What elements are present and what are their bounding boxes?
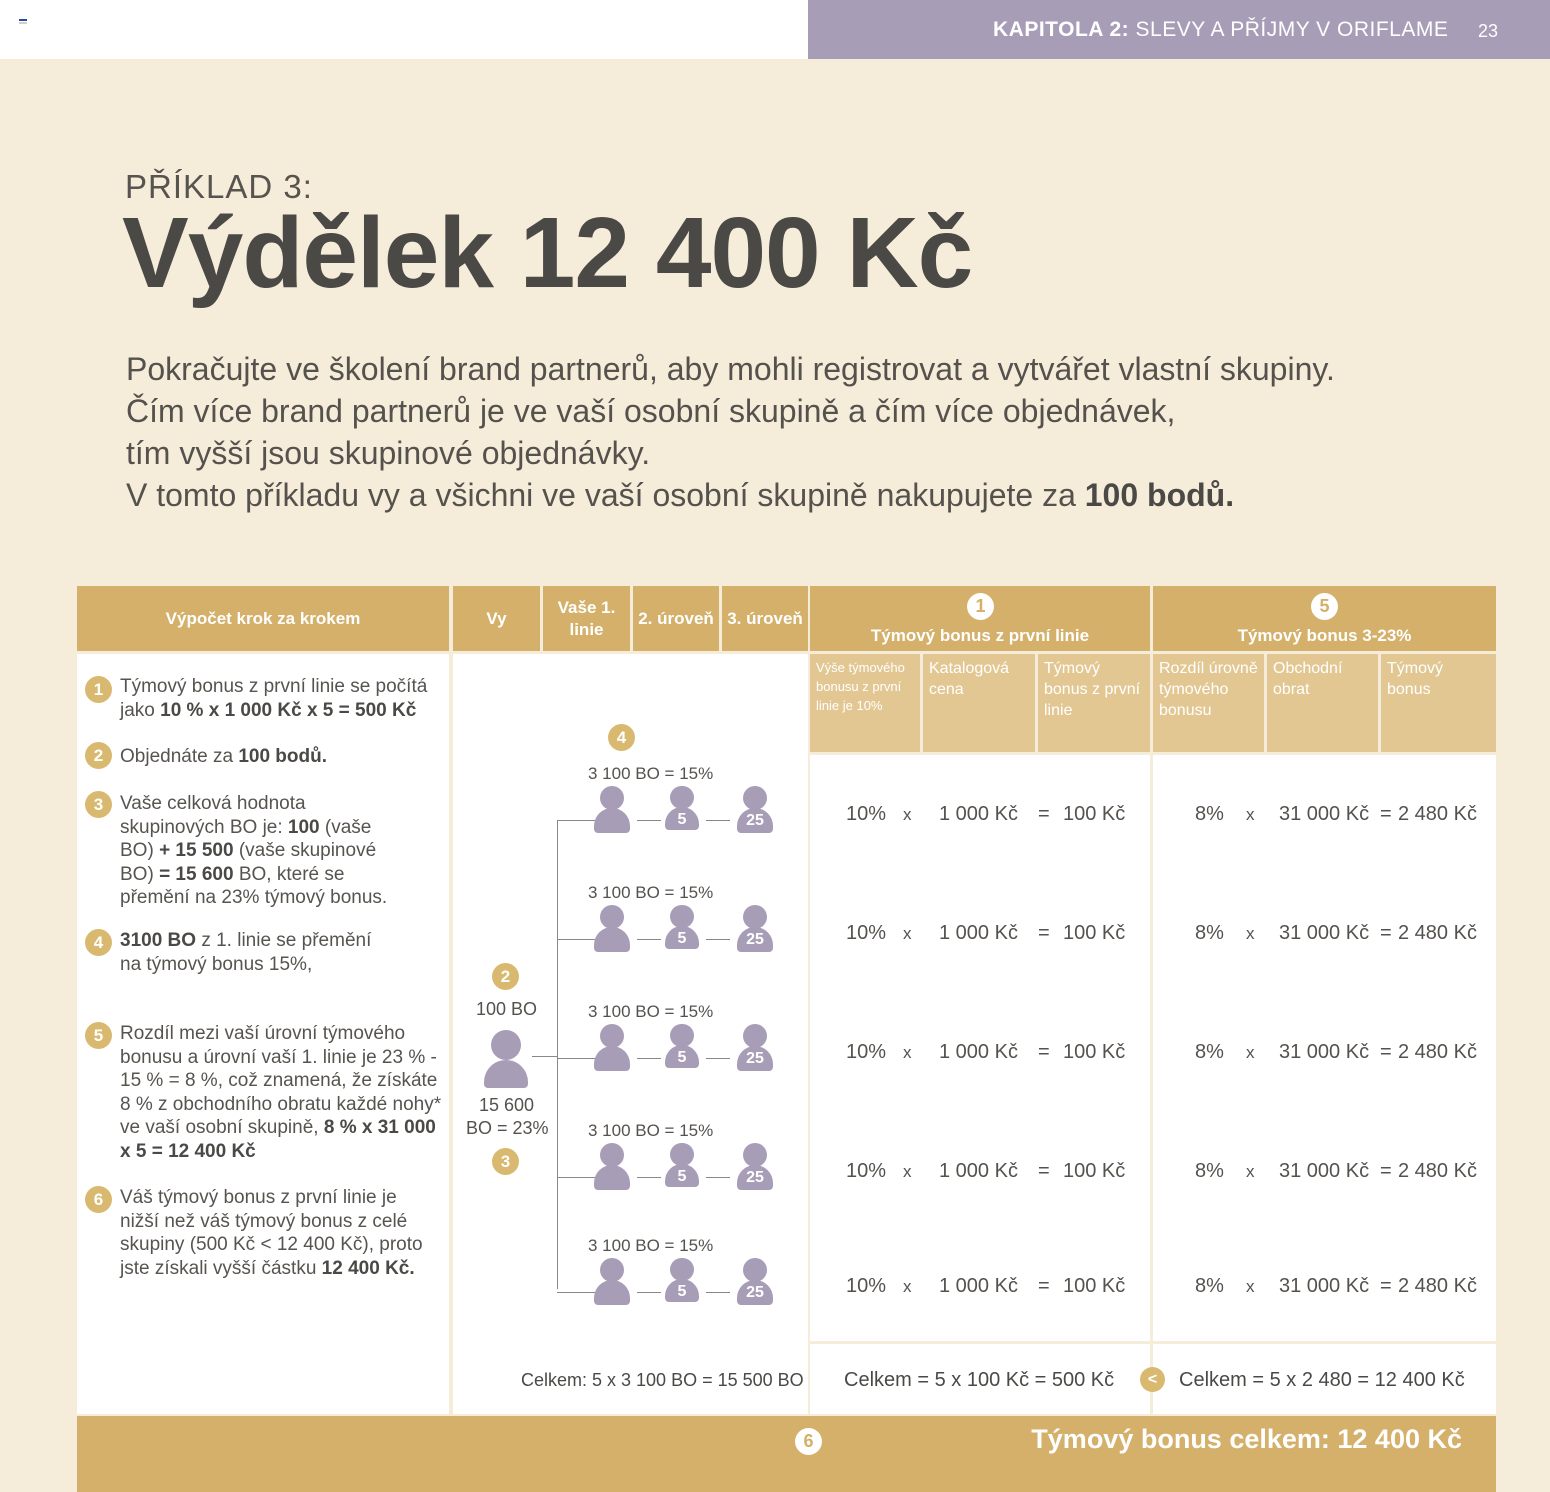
- equals-sign: =: [1038, 1041, 1050, 1063]
- team-bonus-total: Celkem = 5 x 2 480 = 12 400 Kč: [1179, 1369, 1465, 1391]
- line-member-bo-label: 3 100 BO = 15%: [588, 764, 714, 783]
- calculation-row: [0, 803, 1550, 829]
- subheader-rate-first-line: Výše týmového bonusu z první linie je 10%: [810, 654, 920, 752]
- col-header-level2: 2. úroveň: [633, 586, 719, 651]
- col-header-line1: Vaše 1. linie: [543, 586, 630, 651]
- multiply-sign: x: [903, 805, 912, 824]
- multiply-sign: x: [1246, 1277, 1255, 1296]
- step-number-badge: 6: [85, 1186, 112, 1213]
- chapter-header: [808, 0, 1550, 59]
- calculation-row: [0, 1041, 1550, 1067]
- step-number-badge: 4: [85, 929, 112, 956]
- multiply-sign: x: [1246, 1043, 1255, 1062]
- col-header-steps: Výpočet krok za krokem: [77, 586, 449, 651]
- group-total-label: 15 600: [479, 1095, 535, 1115]
- catalog-price: 1 000 Kč: [939, 1041, 1018, 1063]
- level-difference-rate: 8%: [1195, 1041, 1224, 1063]
- equals-sign: =: [1038, 1275, 1050, 1297]
- first-line-bonus-value: 100 Kč: [1063, 1041, 1126, 1063]
- grand-total: Týmový bonus celkem: 12 400 Kč: [1031, 1424, 1462, 1454]
- first-line-total: Celkem = 5 x 100 Kč = 500 Kč: [844, 1369, 1115, 1391]
- intro-line: Pokračujte ve školení brand partnerů, aby mohli registrovat a vytvářet vlastní skupiny.: [126, 351, 1335, 387]
- business-turnover-value: 31 000 Kč: [1279, 922, 1370, 944]
- catalog-price: 1 000 Kč: [939, 1160, 1018, 1182]
- level-difference-rate: 8%: [1195, 922, 1224, 944]
- equals-sign: =: [1380, 1160, 1392, 1182]
- level-difference-rate: 8%: [1195, 1275, 1224, 1297]
- equals-sign: =: [1038, 922, 1050, 944]
- calculation-row: [0, 1275, 1550, 1301]
- equals-sign: =: [1380, 922, 1392, 944]
- level-difference-rate: 8%: [1195, 1160, 1224, 1182]
- step-number-badge: 3: [492, 1148, 519, 1175]
- your-bo-label: 100 BO: [476, 999, 538, 1019]
- first-line-bonus-value: 100 Kč: [1063, 803, 1126, 825]
- person-count-label: 5: [677, 1168, 687, 1186]
- multiply-sign: x: [1246, 1162, 1255, 1181]
- multiply-sign: x: [1246, 805, 1255, 824]
- person-count-label: 5: [677, 1283, 687, 1301]
- step-number-badge: 1: [967, 593, 994, 620]
- catalog-price: 1 000 Kč: [939, 1275, 1018, 1297]
- subheader-level-difference: Rozdíl úrovně týmového bonusu: [1153, 654, 1264, 752]
- line-member-bo-label: 3 100 BO = 15%: [588, 883, 714, 902]
- level-difference-rate: 8%: [1195, 803, 1224, 825]
- step-number-badge: 2: [492, 963, 519, 990]
- group-header-team-bonus: [1153, 586, 1496, 651]
- equals-sign: =: [1380, 1275, 1392, 1297]
- person-count-label: 25: [746, 1169, 764, 1187]
- first-line-rate: 10%: [846, 1160, 887, 1182]
- step-number-badge: 2: [85, 742, 112, 769]
- person-count-label: 25: [746, 812, 764, 830]
- group-header-first-line: [810, 586, 1150, 651]
- intro-line: V tomto příkladu vy a všichni ve vaší osobní skupině nakupujete za 100 bodů.: [126, 477, 1235, 513]
- first-line-rate: 10%: [846, 1275, 887, 1297]
- business-turnover-value: 31 000 Kč: [1279, 803, 1370, 825]
- grand-total-band: [77, 1416, 1496, 1492]
- step-text: Váš týmový bonus z první linie je nižší než váš týmový bonus z celé skupiny (500 Kč < 12 400 Kč), proto jste získali vyšší částku 12 400 Kč.: [120, 1187, 423, 1279]
- equals-sign: =: [1038, 1160, 1050, 1182]
- step-text: Týmový bonus z první linie se počítá jako 10 % x 1 000 Kč x 5 = 500 Kč: [120, 676, 428, 721]
- business-turnover-value: 31 000 Kč: [1279, 1275, 1370, 1297]
- step-number-badge: 5: [1311, 593, 1338, 620]
- first-line-bonus-value: 100 Kč: [1063, 1275, 1126, 1297]
- person-count-label: 25: [746, 931, 764, 949]
- example-kicker: PŘÍKLAD 3:: [125, 168, 313, 205]
- person-count-label: 5: [677, 811, 687, 829]
- multiply-sign: x: [903, 924, 912, 943]
- subheader-business-turnover: Obchodní obrat: [1267, 654, 1378, 752]
- step-text: Rozdíl mezi vaší úrovní týmového bonusu a úrovní vaší 1. linie je 23 % - 15 % = 8 %, což znamená, že získáte 8 % z obchodního obratu každé nohy* ve vaší osobní skupině, 8 % x 31 000 x 5 = 12 400 Kč: [120, 1023, 442, 1162]
- team-bonus-value: 2 480 Kč: [1398, 803, 1477, 825]
- flag-icon: [19, 19, 27, 25]
- calculation-row: [0, 922, 1550, 948]
- step-number-badge: 4: [608, 724, 635, 751]
- group-title: Týmový bonus z první linie: [870, 626, 1090, 645]
- business-turnover-value: 31 000 Kč: [1279, 1160, 1370, 1182]
- subheader-team-bonus: Týmový bonus: [1381, 654, 1496, 752]
- equals-sign: =: [1038, 803, 1050, 825]
- business-turnover-value: 31 000 Kč: [1279, 1041, 1370, 1063]
- step-number-badge: 1: [85, 676, 112, 703]
- calculation-row: [0, 1160, 1550, 1186]
- person-count-label: 5: [677, 1049, 687, 1067]
- step-text: Objednáte za 100 bodů.: [120, 746, 327, 767]
- col-header-you: Vy: [453, 586, 540, 651]
- step-text: 3100 BO z 1. linie se přemění na týmový bonus 15%,: [120, 930, 372, 975]
- subheader-first-line-bonus: Týmový bonus z první linie: [1038, 654, 1150, 752]
- top-white-strip: [0, 0, 808, 59]
- equals-sign: =: [1380, 1041, 1392, 1063]
- col-header-level3: 3. úroveň: [722, 586, 808, 651]
- team-bonus-value: 2 480 Kč: [1398, 1275, 1477, 1297]
- step-text: Vaše celková hodnota skupinových BO je: 100 (vaše BO) + 15 500 (vaše skupinové BO) = 15 600 BO, které se přemění na 23% týmový bonus.: [120, 793, 388, 908]
- subheader-catalog-price: Katalogová cena: [923, 654, 1035, 752]
- person-count-label: 5: [677, 930, 687, 948]
- compare-badge: <: [1140, 1367, 1165, 1392]
- group-title: Týmový bonus 3-23%: [1237, 626, 1412, 645]
- page-title: Výdělek 12 400 Kč: [122, 197, 973, 309]
- equals-sign: =: [1380, 803, 1392, 825]
- step-number-badge: 5: [85, 1022, 112, 1049]
- multiply-sign: x: [903, 1277, 912, 1296]
- chapter-title: KAPITOLA 2: SLEVY A PŘÍJMY V ORIFLAME: [993, 18, 1449, 41]
- step-number-badge: 6: [795, 1428, 822, 1455]
- catalog-price: 1 000 Kč: [939, 803, 1018, 825]
- first-line-rate: 10%: [846, 1041, 887, 1063]
- team-bonus-value: 2 480 Kč: [1398, 1041, 1477, 1063]
- first-line-rate: 10%: [846, 803, 887, 825]
- intro-line: Čím více brand partnerů je ve vaší osobní skupině a čím více objednávek,: [126, 393, 1176, 429]
- multiply-sign: x: [903, 1043, 912, 1062]
- intro-text: [126, 348, 1456, 516]
- page-number: 23: [1477, 21, 1498, 41]
- team-bonus-value: 2 480 Kč: [1398, 922, 1477, 944]
- team-bonus-value: 2 480 Kč: [1398, 1160, 1477, 1182]
- first-line-bonus-value: 100 Kč: [1063, 1160, 1126, 1182]
- line-member-bo-label: 3 100 BO = 15%: [588, 1121, 714, 1140]
- step-number-badge: 3: [85, 791, 112, 818]
- group-total-label: BO = 23%: [466, 1118, 549, 1138]
- line-member-bo-label: 3 100 BO = 15%: [588, 1236, 714, 1255]
- catalog-price: 1 000 Kč: [939, 922, 1018, 944]
- multiply-sign: x: [1246, 924, 1255, 943]
- first-line-rate: 10%: [846, 922, 887, 944]
- line-member-bo-label: 3 100 BO = 15%: [588, 1002, 714, 1021]
- first-line-bonus-value: 100 Kč: [1063, 922, 1126, 944]
- line-total-bo: Celkem: 5 x 3 100 BO = 15 500 BO: [521, 1370, 804, 1390]
- person-count-label: 25: [746, 1284, 764, 1302]
- person-count-label: 25: [746, 1050, 764, 1068]
- intro-line: tím vyšší jsou skupinové objednávky.: [126, 435, 651, 471]
- multiply-sign: x: [903, 1162, 912, 1181]
